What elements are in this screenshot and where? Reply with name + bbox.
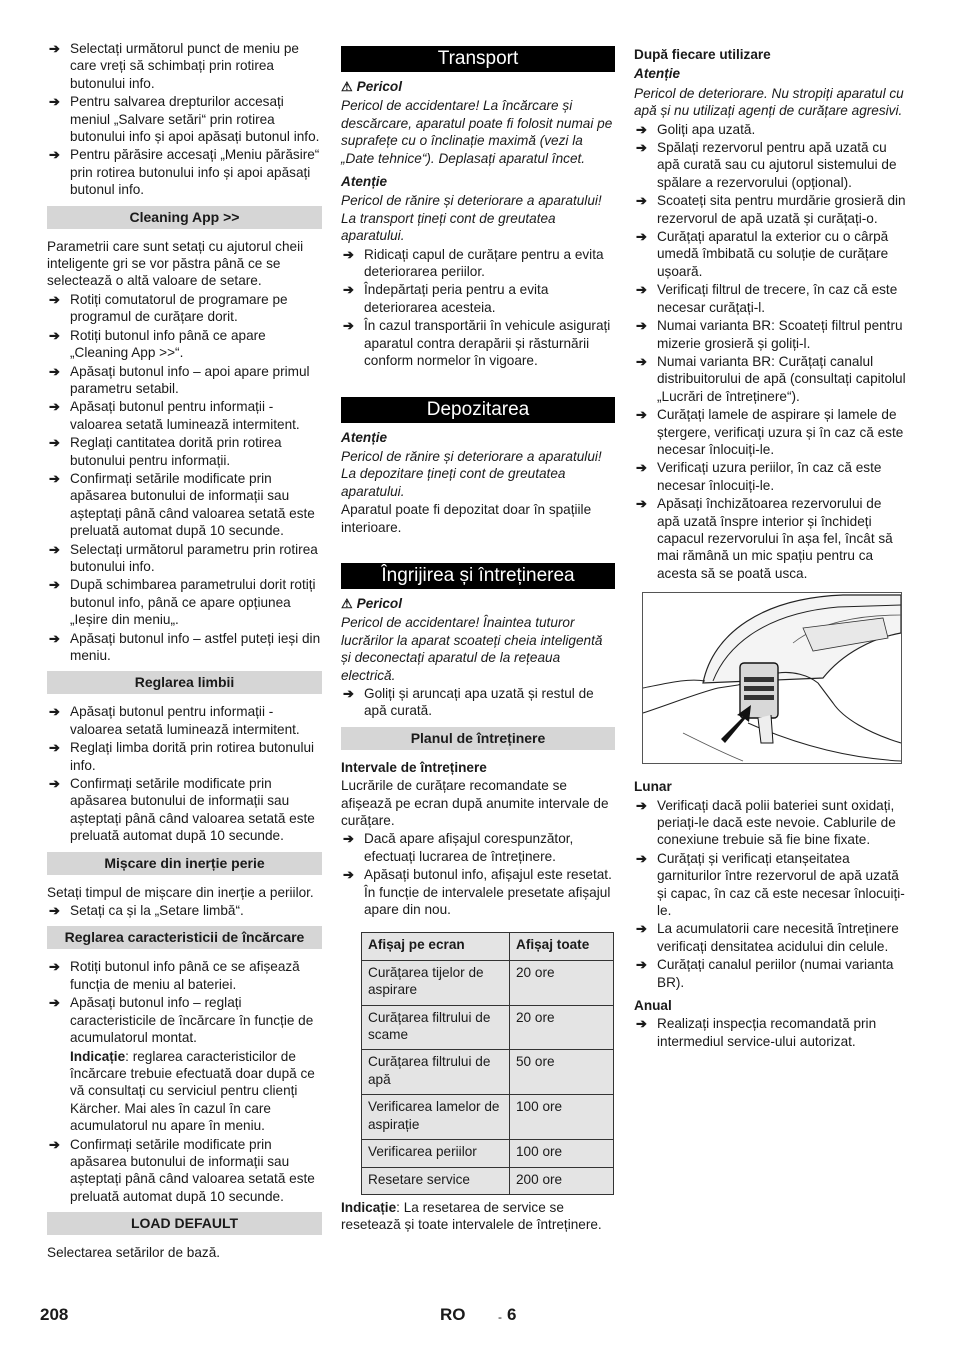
list-item: ➔ Curățați lamele de aspirare și lamele de ștergere, verificați uzura și în caz că este necesar înlocuiți-le.	[634, 406, 906, 458]
section-header-brush-inertia: Mișcare din inerție perie	[47, 852, 322, 875]
list-item: ➔ Îndepărtați peria pentru a evita deteriorarea acesteia.	[341, 281, 615, 316]
section-header-maintenance-plan: Planul de întreținere	[341, 727, 615, 750]
list-item: ➔ Selectați următorul parametru prin rotirea butonului info.	[47, 541, 322, 576]
list-item: ➔ Dacă apare afișajul corespunzător, efectuați lucrarea de întreținere.	[341, 830, 615, 865]
paragraph: Selectarea setărilor de bază.	[47, 1245, 221, 1261]
list-item: ➔ În cazul transportării în vehicule asigurați aparatul contra derapării și răsturnării conform normelor în vigoare.	[341, 317, 615, 369]
list-item: ➔ Reglați limba dorită prin rotirea butonului info.	[47, 739, 322, 774]
warning-triangle-icon: ⚠	[341, 79, 353, 94]
attention-text: Pericol de deteriorare. Nu stropiți aparatul cu apă și nu utilizați agenți de curățare agresivi.	[634, 85, 904, 119]
list-item: ➔ Goliți și aruncați apa uzată și restul de apă curată.	[341, 685, 615, 720]
note	[341, 1199, 615, 1234]
warning-text: Pericol de accidentare! La încărcare și descărcare, aparatul poate fi folosit numai pe suprafețe cu o înclinație maximă (vezi la „Date tehnice“). Deplasați aparatul încet.	[341, 98, 613, 166]
attention-label: Atenție	[341, 429, 388, 445]
list-item: ➔ Ridicați capul de curățare pentru a evita deteriorarea periilor.	[341, 246, 615, 281]
table-header: Afișaj toate	[510, 933, 614, 960]
list-item: ➔ La acumulatorii care necesită întreținere verificați densitatea acidului din celule.	[634, 920, 906, 955]
list-item: ➔ Rotiți comutatorul de programare pe programul de curățare dorit.	[47, 291, 322, 326]
warning-text: Pericol de accidentare! Înaintea tuturor lucrărilor la aparat scoateți cheia inteligentă și deconectați aparatul de la rețeaua electrică.	[341, 615, 603, 683]
column-middle	[341, 40, 615, 1235]
subheading: Intervale de întreținere	[341, 759, 487, 775]
list-item: ➔ Apăsați butonul pentru informații - valoarea setată luminează intermitent.	[47, 398, 322, 433]
list-item: ➔ Numai varianta BR: Curățați canalul distribuitorului de apă (consultați capitolul „Lucrări de întreținere“).	[634, 353, 906, 405]
tank-lid-illustration	[642, 592, 902, 764]
list-item: ➔ Curățați canalul periilor (numai varianta BR).	[634, 956, 906, 991]
list-item: ➔ Rotiți butonul info până ce apare „Cleaning App >>“.	[47, 327, 322, 362]
list-item: ➔ Rotiți butonul info până ce se afișează funcția de meniu al bateriei.	[47, 958, 322, 993]
table-cell: Curățarea filtrului de scame	[362, 1005, 510, 1050]
warning-label: Pericol	[356, 595, 402, 611]
chapter-header-maintenance: Îngrijirea și întreținerea	[341, 563, 615, 589]
table-row	[362, 1050, 614, 1095]
table-cell: 50 ore	[510, 1050, 614, 1095]
table-cell: Verificarea lamelor de aspirație	[362, 1095, 510, 1140]
warning-heading	[341, 595, 615, 612]
section-header-load-default: LOAD DEFAULT	[47, 1212, 322, 1235]
list-item: ➔ Curățați aparatul la exterior cu o cârpă umedă îmbibată cu soluție de curățare ușoară.	[634, 228, 906, 280]
attention-label: Atenție	[634, 66, 681, 82]
table-cell: 100 ore	[510, 1140, 614, 1167]
page-number: 208	[40, 1305, 69, 1324]
table-cell: 200 ore	[510, 1167, 614, 1194]
list-item: ➔ Apăsați butonul pentru informații - valoarea setată luminează intermitent.	[47, 703, 322, 738]
section-page-number: 6	[507, 1305, 517, 1324]
list-item: ➔ Apăsați butonul info – apoi apare primul parametru setabil.	[47, 363, 322, 398]
table-cell: Curățarea tijelor de aspirare	[362, 960, 510, 1005]
list-item: ➔ Confirmați setările modificate prin apăsarea butonului de informații sau așteptați până când valoarea setată este preluată automat după 10 secunde.	[47, 775, 322, 845]
note	[47, 1048, 322, 1135]
chapter-header-storage: Depozitarea	[341, 397, 615, 423]
paragraph: Setați timpul de mișcare din inerție a periilor.	[47, 884, 314, 900]
list-item: ➔ Reglați cantitatea dorită prin rotirea butonului pentru informații.	[47, 434, 322, 469]
page-footer	[0, 1306, 954, 1330]
paragraph: Parametrii care sunt setați cu ajutorul cheii inteligente gri se vor păstra până ce se selectează o altă valoare de setare.	[47, 238, 304, 289]
table-cell: Curățarea filtrului de apă	[362, 1050, 510, 1095]
chapter-header-transport: Transport	[341, 46, 615, 72]
note-text: : reglarea caracteristicilor de încărcare trebuie efectuată doar după ce vă consultați cu serviciul pentru clienți Kärcher. Mai ales în cazul în care acumulatorul nu apare în meniu.	[70, 1048, 315, 1134]
table-row	[362, 1140, 614, 1167]
footer-separator: -	[498, 1310, 502, 1324]
table-row	[362, 1005, 614, 1050]
section-header-cleaning-app: Cleaning App >>	[47, 206, 322, 229]
list-item: ➔ Verificați filtrul de trecere, în caz că este necesar curățați-l.	[634, 281, 906, 316]
table-row	[362, 960, 614, 1005]
list-item: ➔ Apăsați butonul info – astfel puteți ieși din meniu.	[47, 630, 322, 665]
list-item: ➔ Numai varianta BR: Scoateți filtrul pentru mizerie grosieră și goliți-l.	[634, 317, 906, 352]
list-item: ➔ Realizați inspecția recomandată prin intermediul service-ului autorizat.	[634, 1015, 906, 1050]
section-header-language: Reglarea limbii	[47, 671, 322, 694]
section-header-charging: Reglarea caracteristicii de încărcare	[47, 926, 322, 949]
note-text: : La resetarea de service se resetează și toate intervalele de întreținere.	[341, 1199, 602, 1233]
attention-text: Pericol de rănire și deteriorare a aparatului! La depozitare țineți cont de greutatea aparatului.	[341, 448, 602, 499]
list-item: ➔ Pentru părăsire accesați „Meniu părăsire“ prin rotirea butonului info și apoi apăsați butonul info.	[47, 146, 322, 198]
column-left	[47, 40, 322, 1263]
list-item: ➔ Scoateți sita pentru murdărie grosieră din rezervorul de apă uzată și curățați-o.	[634, 192, 906, 227]
list-item: ➔ Verificați uzura periilor, în caz că este necesar înlocuiți-le.	[634, 459, 906, 494]
list-item: ➔ Setați ca și la „Setare limbă“.	[47, 902, 322, 919]
list-item: ➔ Apăsați închizătoarea rezervorului de apă uzată înspre interior și închideți capacul rezervorului în așa fel, încât să mai rămână un mic spațiu pentru ca acesta să se poată usca.	[634, 495, 906, 582]
language-code: RO	[440, 1305, 466, 1324]
list-item: ➔ Pentru salvarea drepturilor accesați meniul „Salvare setări“ prin rotirea butonului info și apoi apăsați butonul info.	[47, 93, 322, 145]
note-label: Indicație	[341, 1199, 397, 1215]
warning-triangle-icon: ⚠	[341, 595, 353, 611]
attention-label: Atenție	[341, 174, 388, 190]
note-label: Indicație	[70, 1048, 126, 1064]
table-row	[362, 1167, 614, 1194]
subheading-after-each-use: După fiecare utilizare	[634, 47, 771, 62]
tank-lid-drawing	[643, 593, 901, 763]
table-cell: Verificarea periilor	[362, 1140, 510, 1167]
list-item: ➔ Spălați rezervorul pentru apă uzată cu apă curată sau cu ajutorul sistemului de spălare a rezervorului (opțional).	[634, 139, 906, 191]
table-cell: 20 ore	[510, 1005, 614, 1050]
table-header: Afișaj pe ecran	[362, 933, 510, 960]
attention-text: Pericol de rănire și deteriorare a aparatului! La transport țineți cont de greutatea aparatului.	[341, 193, 602, 244]
warning-heading	[341, 78, 615, 95]
list-item: ➔ Curățați și verificați etanșeitatea garniturilor între rezervorul de apă uzată și capac, în caz că este necesar înlocuiți-le.	[634, 850, 906, 920]
list-item: ➔ Apăsați butonul info – reglați caracteristicile de încărcare în funcție de acumulatorul montat.	[47, 994, 322, 1046]
list-item: ➔ Apăsați butonul info, afișajul este resetat. În funcție de intervalele presetate afișajul apare din nou.	[341, 866, 615, 918]
table-cell: 100 ore	[510, 1095, 614, 1140]
paragraph: Aparatul poate fi depozitat doar în spațiile interioare.	[341, 502, 592, 535]
list-item: ➔ După schimbarea parametrului dorit rotiți butonul info, până ce apare opțiunea „Ieșire din meniu„.	[47, 576, 322, 628]
table-header-row	[362, 933, 614, 960]
table-cell: Resetare service	[362, 1167, 510, 1194]
maintenance-table	[361, 932, 614, 1194]
list-item: ➔ Selectați următorul punct de meniu pe care vreți să schimbați prin rotirea butonului info.	[47, 40, 322, 92]
list-item: ➔ Confirmați setările modificate prin apăsarea butonului de informații sau așteptați până când valoarea setată este preluată automat după 10 secunde.	[47, 470, 322, 540]
list-item: ➔ Confirmați setările modificate prin apăsarea butonului de informații sau așteptați până când valoarea setată este preluată automat după 10 secunde.	[47, 1136, 322, 1206]
column-right	[634, 40, 906, 1051]
subheading-yearly: Anual	[634, 998, 672, 1014]
warning-label: Pericol	[356, 79, 402, 94]
list-item: ➔ Goliți apa uzată.	[634, 121, 906, 138]
paragraph: Lucrările de curățare recomandate se afișează pe ecran după anumite intervale de curățare.	[341, 778, 609, 828]
subheading-monthly: Lunar	[634, 779, 672, 795]
list-item: ➔ Verificați dacă polii bateriei sunt oxidați, periați-le dacă este nevoie. Cablurile de conexiune trebuie să fie bine fixate.	[634, 797, 906, 849]
table-row	[362, 1095, 614, 1140]
table-cell: 20 ore	[510, 960, 614, 1005]
